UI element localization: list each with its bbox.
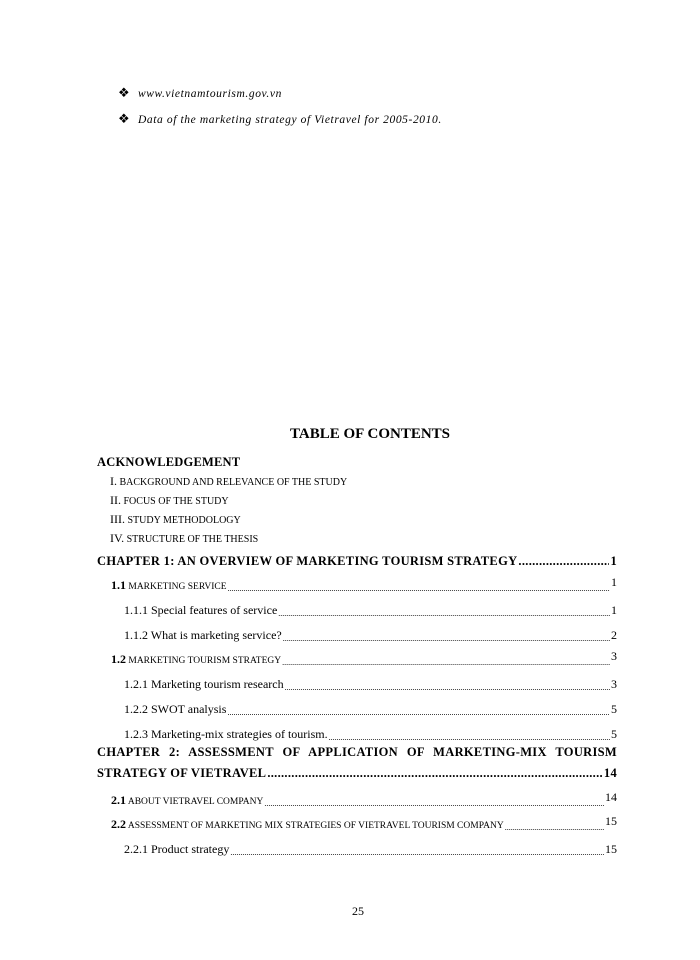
subsection-title: 1.2.1 Marketing tourism research [124,677,284,691]
subsection-title: 1.2.2 SWOT analysis [124,702,227,716]
toc-subsection-1-1-1 [97,593,617,618]
toc-subsection-1-2-3 [97,717,617,742]
page-ref: 3 [611,649,617,663]
intro-text: BACKGROUND AND RELEVANCE OF THE STUDY [119,477,348,488]
leader-dots [285,683,610,692]
diamond-bullet-icon: ❖ [118,85,131,100]
leader-dots [329,733,610,742]
diamond-bullet-icon: ❖ [118,111,131,126]
reference-item [118,112,638,138]
toc-section-2-1 [97,784,617,808]
section-number: 2.2 [111,817,126,831]
subsection-title: 1.1.2 What is marketing service? [124,628,282,642]
leader-dots [228,584,610,593]
toc-subsection-2-2-1 [97,832,617,857]
reference-item [118,86,638,112]
section-number: 2.1 [111,793,126,807]
leader-dots [282,658,610,667]
toc-subsection-1-2-1 [97,667,617,692]
leader-dots [267,763,603,784]
reference-text: Data of the marketing strategy of Vietravel for 2005-2010. [138,114,442,126]
subsection-title: 2.2.1 Product strategy [124,842,230,856]
leader-dots [278,609,610,618]
section-number: 1.1 [111,578,126,592]
reference-text: www.vietnamtourism.gov.vn [138,88,282,100]
page-ref: 1 [610,554,617,568]
leader-dots [505,823,604,832]
intro-number: IV. [110,531,125,545]
intro-number: I. [110,474,117,488]
toc-intro-item [97,531,617,550]
intro-text: STUDY METHODOLOGY [127,515,241,526]
section-title: MARKETING SERVICE [128,582,227,592]
page-ref: 5 [611,702,617,716]
page-ref: 5 [611,727,617,741]
leader-dots [518,554,609,569]
chapter-title-line-1: CHAPTER 2: ASSESSMENT OF APPLICATION OF MARKETING-MIX TOURISM [97,745,617,759]
intro-number: II. [110,493,121,507]
section-title: MARKETING TOURISM STRATEGY [128,656,282,666]
page-ref: 1 [611,603,617,617]
chapter-title: STRATEGY OF VIETRAVEL [97,766,267,780]
page-ref: 15 [605,842,617,856]
intro-text: FOCUS OF THE STUDY [123,496,229,507]
toc-title: TABLE OF CONTENTS [289,426,451,442]
page-ref: 14 [605,790,617,804]
leader-dots [283,634,610,643]
section-title: ASSESSMENT OF MARKETING MIX STRATEGIES OF VIETRAVEL TOURISM COMPANY [127,821,504,831]
subsection-title: 1.2.3 Marketing-mix strategies of tourism. [124,727,328,741]
toc-section-1-2 [97,643,617,667]
leader-dots [227,708,610,717]
toc-section-2-2 [97,808,617,832]
page-ref: 15 [605,814,617,828]
page-ref: 14 [603,766,617,780]
chapter-title-line-2 [97,763,617,784]
page-ref: 1 [611,575,617,589]
leader-dots [264,799,604,808]
page-ref: 2 [611,628,617,642]
section-title: ABOUT VIETRAVEL COMPANY [127,797,264,807]
table-of-contents [97,455,617,857]
references-list [118,86,638,138]
toc-intro-item [97,493,617,512]
toc-section-1-1 [97,569,617,593]
page-ref: 3 [611,677,617,691]
toc-chapter-2 [97,742,617,784]
toc-intro-item [97,474,617,493]
toc-acknowledgement: ACKNOWLEDGEMENT [97,455,241,469]
section-number: 1.2 [111,652,126,666]
intro-number: III. [110,512,125,526]
toc-chapter-1 [97,550,617,569]
toc-intro-item [97,512,617,531]
leader-dots [230,848,604,857]
intro-text: STRUCTURE OF THE THESIS [126,534,259,545]
subsection-title: 1.1.1 Special features of service [124,603,278,617]
toc-subsection-1-2-2 [97,692,617,717]
page-number: 25 [352,904,364,918]
chapter-title: CHAPTER 1: AN OVERVIEW OF MARKETING TOURISM STRATEGY [97,554,518,568]
toc-subsection-1-1-2 [97,618,617,643]
